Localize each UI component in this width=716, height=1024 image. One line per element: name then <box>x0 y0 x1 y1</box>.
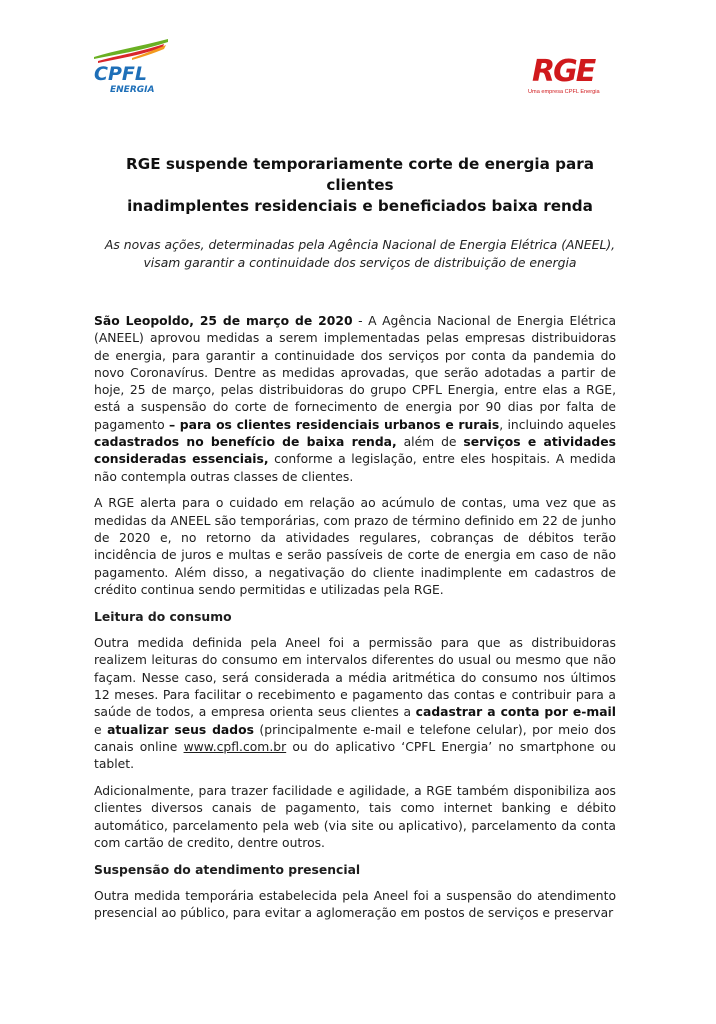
headline <box>90 154 630 217</box>
section-heading-leitura: Leitura do consumo <box>94 609 232 624</box>
paragraph-intro <box>94 313 616 486</box>
text: - A Agência Nacional de Energia Elétrica (ANEEL) aprovou medidas a serem implementadas pelas empresas distribuidoras de energia, para garantir a continuidade dos serviços por conta da pandemia do novo Coronavírus. Dentre as medidas aprovadas, que serão adotadas a partir de hoje, 25 de março, pelas distribuidoras do grupo CPFL Energia, entre elas a RGE, está a suspensão do corte de fornecimento de energia por 90 dias por falta de pagamento <box>94 314 617 432</box>
headline-line-2: inadimplentes residenciais e beneficiados baixa renda <box>127 197 593 215</box>
paragraph-leitura <box>94 635 616 773</box>
text: (principalmente e-mail e telefone celular), por meio dos canais online <box>94 722 616 754</box>
subheadline <box>90 236 630 272</box>
paragraph-pagamento: Adicionalmente, para trazer facilidade e agilidade, a RGE também disponibiliza aos clientes diversos canais de pagamento, tais como internet banking e débito automático, parcelamento pela web (via site ou aplicativo), parcelamento da conta com cartão de credito, dentre outros. <box>94 783 616 850</box>
cpfl-energia-logo <box>92 36 172 96</box>
svg-text:RGE: RGE <box>532 54 595 88</box>
cpfl-logo-text: CPFL <box>94 63 147 85</box>
text: Outra medida definida pela Aneel foi a permissão para que as distribuidoras realizem leituras do consumo em intervalos diferentes do usual ou mesmo que não façam. Nesse caso, será considerada a média aritmética do consumo nos últimos 12 meses. Para facilitar o recebimento e pagamento das contas e contribuir para a saúde de todos, a empresa orienta seus clientes a <box>94 636 616 720</box>
text: , incluindo aqueles <box>499 417 616 432</box>
cpfl-website-link[interactable]: www.cpfl.com.br <box>183 739 287 754</box>
bold-text: cadastrados no benefício de baixa renda, <box>94 435 397 450</box>
section-heading-atendimento: Suspensão do atendimento presencial <box>94 862 361 877</box>
rge-tagline: Uma empresa CPFL Energia <box>528 89 600 95</box>
article-body <box>94 313 616 932</box>
text: além de <box>396 435 464 450</box>
bold-text: serviços e atividades consideradas essenciais, <box>94 435 616 467</box>
rge-logo <box>528 48 628 98</box>
text: ou do aplicativo ‘CPFL Energia’ no smartphone ou tablet. <box>94 739 616 772</box>
text: conforme a legislação, entre eles hospitais. A medida não contempla outras classes de clientes. <box>94 452 616 484</box>
bold-text: – para os clientes residenciais urbanos e rurais <box>168 417 500 432</box>
dateline: São Leopoldo, 25 de março de 2020 <box>94 314 353 328</box>
bold-text: cadastrar a conta por e-mail <box>415 705 617 720</box>
subheadline-line-2: visam garantir a continuidade dos serviços de distribuição de energia <box>143 255 577 270</box>
paragraph-atendimento: Outra medida temporária estabelecida pela Aneel foi a suspensão do atendimento presencial ao público, para evitar a aglomeração em postos de serviços e preservar <box>94 888 616 921</box>
text: e <box>94 722 108 737</box>
cpfl-swoosh-icon <box>92 36 172 96</box>
energia-logo-text: ENERGIA <box>110 85 155 95</box>
bold-text: atualizar seus dados <box>107 722 254 737</box>
headline-line-1: RGE suspende temporariamente corte de energia para clientes <box>126 155 594 194</box>
subheadline-line-1: As novas ações, determinadas pela Agência Nacional de Energia Elétrica (ANEEL), <box>104 237 616 252</box>
paragraph-alert: A RGE alerta para o cuidado em relação ao acúmulo de contas, uma vez que as medidas da ANEEL são temporárias, com prazo de término definido em 22 de junho de 2020 e, no retorno da atividades regulares, cobranças de débitos terão incidência de juros e multas e serão passíveis de corte de energia em caso de não pagamento. Além disso, a negativação do cliente inadimplente em cadastros de crédito continua sendo permitidas e utilizadas pela RGE. <box>94 496 616 597</box>
rge-wordmark-icon <box>528 48 628 88</box>
